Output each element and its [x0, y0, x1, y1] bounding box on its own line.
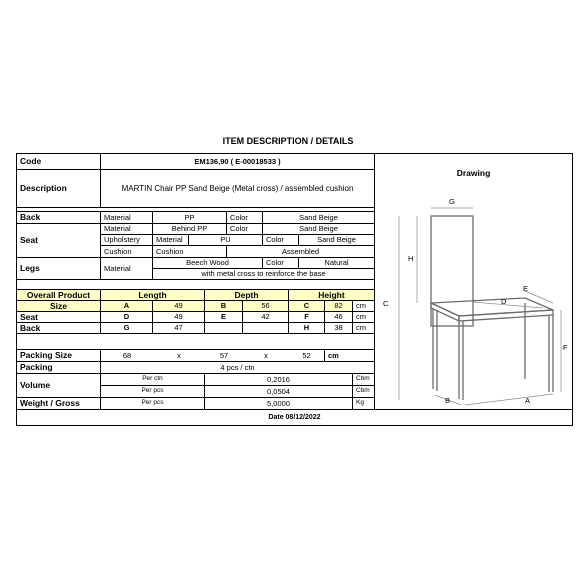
- seat-material-label: Material: [101, 224, 153, 235]
- dimension-lines: [399, 208, 561, 405]
- back-color-label: Color: [227, 212, 263, 224]
- upholstery-color: Sand Beige: [299, 235, 375, 246]
- dim-h-value: 38: [325, 323, 353, 334]
- letter-h: H: [408, 254, 414, 263]
- size-label: Size: [17, 301, 101, 312]
- weight-per-pcs-label: Per pcs: [101, 398, 205, 410]
- code-value: EM136,90 ( E-00018533 ): [101, 154, 375, 170]
- packing-length: 68: [101, 350, 153, 362]
- weight-value: 5,0000: [205, 398, 353, 410]
- volume-per-ctn: 0,2016: [205, 374, 353, 386]
- dim-e-value: 42: [243, 312, 289, 323]
- letter-g: G: [449, 197, 455, 206]
- dim-row3-unit: cm: [353, 323, 375, 334]
- dim-empty-key: [205, 323, 243, 334]
- dim-d-value: 49: [153, 312, 205, 323]
- packing-value: 4 pcs / ctn: [101, 362, 375, 374]
- packing-size-label: Packing Size: [17, 350, 101, 362]
- volume-unit-ctn: Cbm: [353, 374, 375, 386]
- overall-product-label: Overall Product: [17, 290, 101, 301]
- seat-color: Sand Beige: [263, 224, 375, 235]
- upholstery-material-label: Material: [153, 235, 189, 246]
- document-title: ITEM DESCRIPTION / DETAILS: [222, 136, 354, 146]
- legs-color: Natural: [299, 258, 375, 269]
- legs-color-label: Color: [263, 258, 299, 269]
- dim-row2-unit: cm: [353, 312, 375, 323]
- dim-f-key: F: [289, 312, 325, 323]
- dim-a-value: 49: [153, 301, 205, 312]
- volume-per-pcs: 0,0504: [205, 386, 353, 398]
- volume-per-pcs-label: Per pcs: [101, 386, 205, 398]
- date-footer: Date 08/12/2022: [268, 414, 321, 421]
- packing-x2: x: [243, 350, 289, 362]
- dim-b-key: B: [205, 301, 243, 312]
- height-header: Height: [289, 290, 375, 301]
- spec-sheet: [16, 153, 573, 426]
- legs-label: Legs: [17, 258, 101, 280]
- packing-size-unit: cm: [325, 350, 375, 362]
- volume-label: Volume: [17, 374, 101, 398]
- back-color: Sand Beige: [263, 212, 375, 224]
- back-dim-label: Back: [17, 323, 101, 334]
- legs-material-label: Material: [101, 258, 153, 280]
- dim-b-value: 56: [243, 301, 289, 312]
- chair-seat-front-edge: [431, 303, 459, 321]
- packing-x1: x: [153, 350, 205, 362]
- dim-h-key: H: [289, 323, 325, 334]
- letter-d: D: [501, 297, 507, 306]
- chair-backrest: [431, 216, 473, 326]
- volume-unit-pcs: Cbm: [353, 386, 375, 398]
- cushion-label-2: Cushion: [153, 246, 227, 258]
- seat-material: Behind PP: [153, 224, 227, 235]
- code-label: Code: [17, 154, 101, 170]
- back-label: Back: [17, 212, 101, 224]
- seat-label: Seat: [17, 224, 101, 258]
- letter-e: E: [523, 284, 529, 293]
- dim-d-key: D: [101, 312, 153, 323]
- length-header: Length: [101, 290, 205, 301]
- back-material: PP: [153, 212, 227, 224]
- upholstery-material: PU: [189, 235, 263, 246]
- dim-c-key: C: [289, 301, 325, 312]
- dim-e-key: E: [205, 312, 243, 323]
- letter-c: C: [383, 299, 389, 308]
- legs-note: with metal cross to reinforce the base: [153, 269, 375, 280]
- chair-drawing: [375, 194, 572, 406]
- upholstery-label: Upholstery: [101, 235, 153, 246]
- weight-label: Weight / Gross: [17, 398, 101, 410]
- packing-depth: 57: [205, 350, 243, 362]
- dim-row1-unit: cm: [353, 301, 375, 312]
- seat-color-label: Color: [227, 224, 263, 235]
- description-value: MARTIN Chair PP Sand Beige (Metal cross) / assembled cushion: [101, 170, 375, 208]
- dim-f-value: 46: [325, 312, 353, 323]
- seat-dim-label: Seat: [17, 312, 101, 323]
- dim-empty-value: [243, 323, 289, 334]
- chair-outline: [431, 216, 553, 400]
- dim-g-key: G: [101, 323, 153, 334]
- packing-height: 52: [289, 350, 325, 362]
- legs-material: Beech Wood: [153, 258, 263, 269]
- upholstery-color-label: Color: [263, 235, 299, 246]
- depth-header: Depth: [205, 290, 289, 301]
- cushion-label: Cushion: [101, 246, 153, 258]
- dim-a-key: A: [101, 301, 153, 312]
- cushion-value: Assembled: [227, 246, 375, 258]
- letter-f: F: [563, 343, 568, 352]
- spacer-row-3: [17, 334, 375, 350]
- weight-unit: Kg: [353, 398, 375, 410]
- dim-g-value: 47: [153, 323, 205, 334]
- description-label: Description: [17, 170, 101, 208]
- letter-b: B: [445, 396, 451, 405]
- drawing-label: Drawing: [456, 168, 491, 178]
- drawing-bottom-line: [374, 409, 572, 410]
- letter-a: A: [525, 396, 531, 405]
- packing-label: Packing: [17, 362, 101, 374]
- back-material-label: Material: [101, 212, 153, 224]
- spacer-row-2: [17, 280, 375, 290]
- volume-per-ctn-label: Per ctn: [101, 374, 205, 386]
- dim-c-value: 82: [325, 301, 353, 312]
